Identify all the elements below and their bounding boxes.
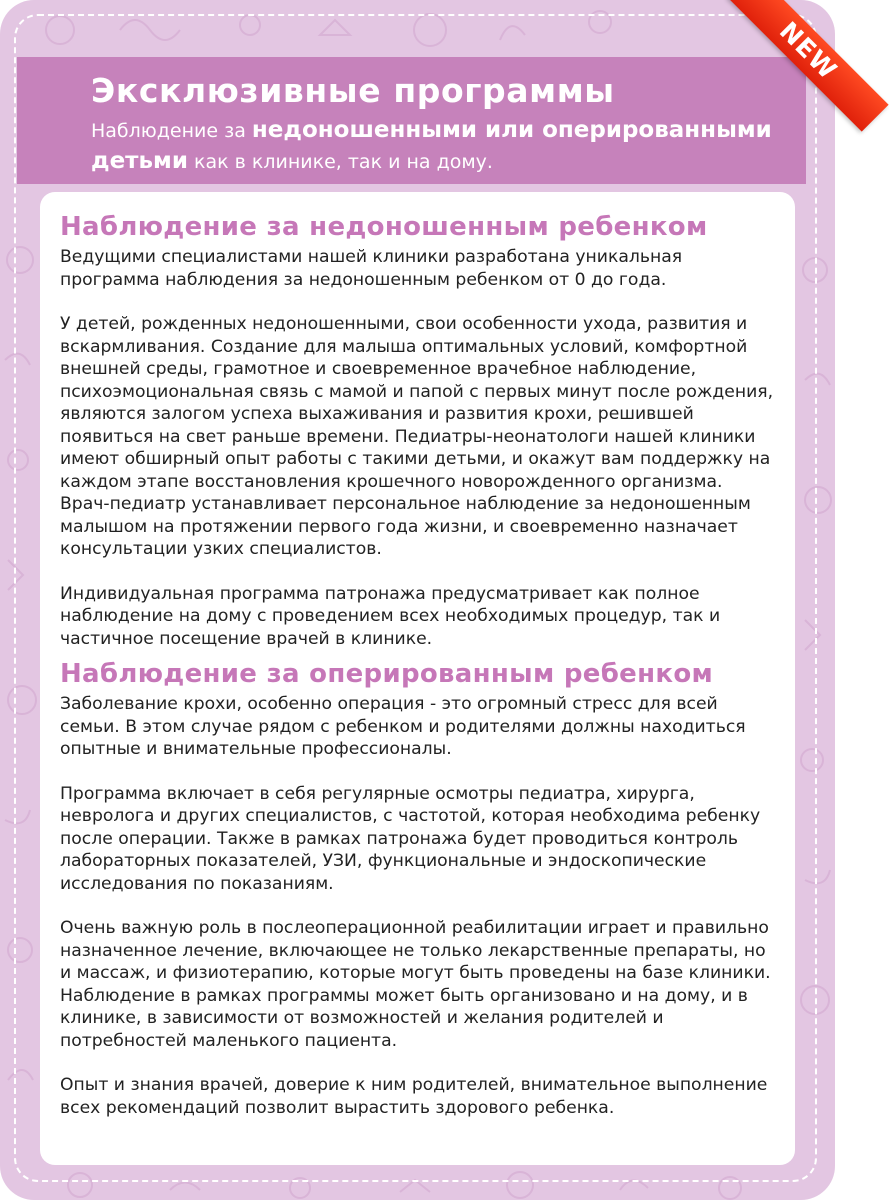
section-heading-premature: Наблюдение за недоношенным ребенком xyxy=(60,212,708,242)
banner-subtitle-prefix: Наблюдение за xyxy=(91,120,252,142)
paragraph: Наблюдение в рамках программы может быть организовано и на дому, и в клинике, в зависимости от возможностей и желания родителей и потребностей маленького пациента. xyxy=(60,985,748,1051)
banner-subtitle-suffix: как в клинике, так и на дому. xyxy=(187,151,493,173)
paragraph: Ведущими специалистами нашей клиники разработана уникальная программа наблюдения за недоношенным ребенком от 0 до года. xyxy=(60,247,683,290)
paragraph: Опыт и знания врачей, доверие к ним родителей, внимательное выполнение всех рекомендаций позволит вырастить здорового ребенка. xyxy=(60,1075,768,1118)
new-badge-corner xyxy=(695,0,843,140)
new-badge: NEW xyxy=(727,0,888,132)
section-heading-operated: Наблюдение за оперированным ребенком xyxy=(60,659,714,689)
paragraph: Индивидуальная программа патронажа предусматривает как полное наблюдение на дому с проведением всех необходимых процедур, так и частичное посещение врачей в клинике. xyxy=(60,583,721,649)
banner-subtitle-bold: недоношенными или оперированными детьми xyxy=(91,117,772,174)
content-panel xyxy=(40,192,795,1165)
content-inner xyxy=(60,208,775,1119)
paragraph: Очень важную роль в послеоперационной реабилитации играет и правильно назначенное лечение, включающее не только лекарственные препараты, но и массаж, и физиотерапию, которые могут быть проведены на базе клиники. xyxy=(60,918,771,983)
paragraph: Заболевание крохи, особенно операция - это огромный стресс для всей семьи. В этом случае рядом с ребенком и родителями должны находиться опытные и внимательные профессионалы. xyxy=(60,694,746,759)
banner-subtitle xyxy=(91,115,791,177)
banner-title: Эксклюзивные программы xyxy=(91,71,615,110)
paragraph: Программа включает в себя регулярные осмотры педиатра, хирурга, невролога и других специалистов, с частотой, которая необходима ребенку после операции. Также в рамках патронажа будет проводиться контроль лабораторных показателей, УЗИ, функциональные и эндоскопические исследования по показаниям. xyxy=(60,783,761,894)
paragraph: У детей, рожденных недоношенными, свои особенности ухода, развития и вскармливания. Создание для малыша оптимальных условий, комфортной внешней среды, грамотное и своевременное врачебное наблюдение, психоэмоциональная связь с мамой и папой с первых минут после рождения, являются залогом успеха выхаживания и развития крохи, решившей появиться на свет раньше времени. Педиатры-неонатологи нашей клиники имеют обширный опыт работы с такими детьми, и окажут вам поддержку на каждом этапе восстановления крошечного новорожденного организма. Врач-педиатр устанавливает персональное наблюдение за недоношенным малышом на протяжении первого года жизни, и своевременно назначает консультации узких специалистов. xyxy=(60,314,774,559)
header-banner xyxy=(17,57,806,184)
